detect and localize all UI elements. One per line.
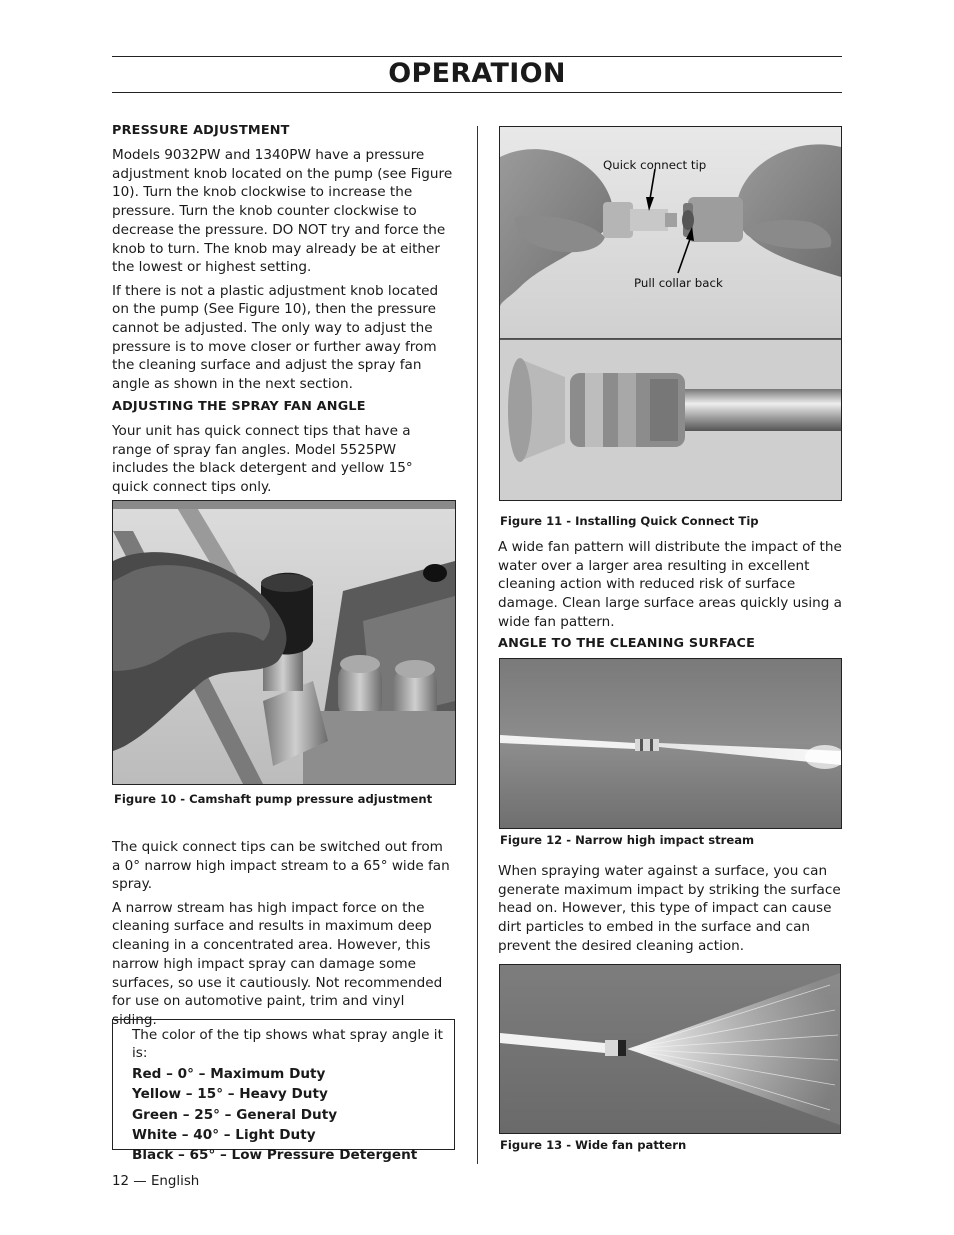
switch-paragraph: The quick connect tips can be switched out from a 0° narrow high impact stream to a 65° wide fan spray. <box>112 839 450 893</box>
figure-10-caption: Figure 10 - Camshaft pump pressure adjustment <box>114 792 433 806</box>
tips-switch-text <box>112 838 452 1034</box>
narrow-stream-illustration <box>500 659 841 828</box>
tip-row-white: White – 40° – Light Duty <box>132 1126 316 1143</box>
wide-fan-illustration <box>500 965 840 1133</box>
tip-color-box <box>112 1019 455 1164</box>
figure-12-caption: Figure 12 - Narrow high impact stream <box>500 833 755 847</box>
column-divider <box>477 126 478 1164</box>
wide-fan-text <box>498 538 842 636</box>
pressure-adjustment-heading: PRESSURE ADJUSTMENT <box>112 123 290 138</box>
pump-knob-illustration <box>113 501 455 784</box>
title-underline <box>112 92 842 93</box>
top-rule <box>112 56 842 57</box>
figure-10-photo <box>112 500 456 785</box>
pull-collar-label: Pull collar back <box>634 276 723 290</box>
figure-11-caption: Figure 11 - Installing Quick Connect Tip <box>500 514 759 528</box>
tip-row-red: Red – 0° – Maximum Duty <box>132 1066 326 1082</box>
spray-fan-heading: ADJUSTING THE SPRAY FAN ANGLE <box>112 399 366 414</box>
wide-fan-paragraph: A wide fan pattern will distribute the impact of the water over a larger area resulting in excellent cleaning action with reduced risk of surface damage. Clean large surface areas quickly using a wide fan pattern. <box>498 539 842 630</box>
page-title: OPERATION <box>388 58 566 89</box>
figure-12-photo <box>499 658 842 829</box>
tip-row-yellow: Yellow – 15° – Heavy Duty <box>132 1086 328 1103</box>
pressure-adjustment-text <box>112 146 454 398</box>
head-on-text <box>498 862 842 960</box>
tip-row-green: Green – 25° – General Duty <box>132 1106 338 1123</box>
figure-13-caption: Figure 13 - Wide fan pattern <box>500 1138 687 1152</box>
figure-11-photo <box>499 126 842 501</box>
quick-connect-illustration <box>500 127 841 500</box>
head-on-paragraph: When spraying water against a surface, you can generate maximum impact by striking the surface head on. However, this type of impact can cause dirt particles to embed in the surface and can prevent the desired cleaning action. <box>498 863 841 954</box>
page-footer: 12 — English <box>112 1174 200 1189</box>
figure-13-photo <box>499 964 841 1134</box>
quick-connect-tip-label: Quick connect tip <box>603 158 707 172</box>
spray-fan-text <box>112 422 452 501</box>
pressure-paragraph-2: If there is not a plastic adjustment knob located on the pump (See Figure 10), then the pressure cannot be adjusted. The only way to adjust the pressure is to move closer or further away from the cleaning surface and adjust the spray fan angle as shown in the next section. <box>112 282 439 393</box>
spray-fan-paragraph: Your unit has quick connect tips that have a range of spray fan angles. Model 5525PW includes the black detergent and yellow 15° quick connect tips only. <box>112 423 413 496</box>
pressure-paragraph-1: Models 9032PW and 1340PW have a pressure adjustment knob located on the pump (see Figure 10). Turn the knob clockwise to increase the pressure. Turn the knob counter clockwise to decrease the pressure. DO NOT try and force the knob to turn. The knob may already be at either the lowest or highest setting. <box>112 147 453 276</box>
tip-row-black: Black – 65° – Low Pressure Detergent <box>132 1147 418 1164</box>
cleaning-angle-heading: ANGLE TO THE CLEANING SURFACE <box>498 636 756 651</box>
tip-box-intro: The color of the tip shows what spray angle it is: <box>132 1027 443 1061</box>
narrow-stream-paragraph: A narrow stream has high impact force on the cleaning surface and results in maximum deep cleaning in a concentrated area. However, this narrow high impact spray can damage some surfaces, so use it cautiously. Not recommended for use on automotive paint, trim and vinyl siding. <box>112 899 443 1028</box>
